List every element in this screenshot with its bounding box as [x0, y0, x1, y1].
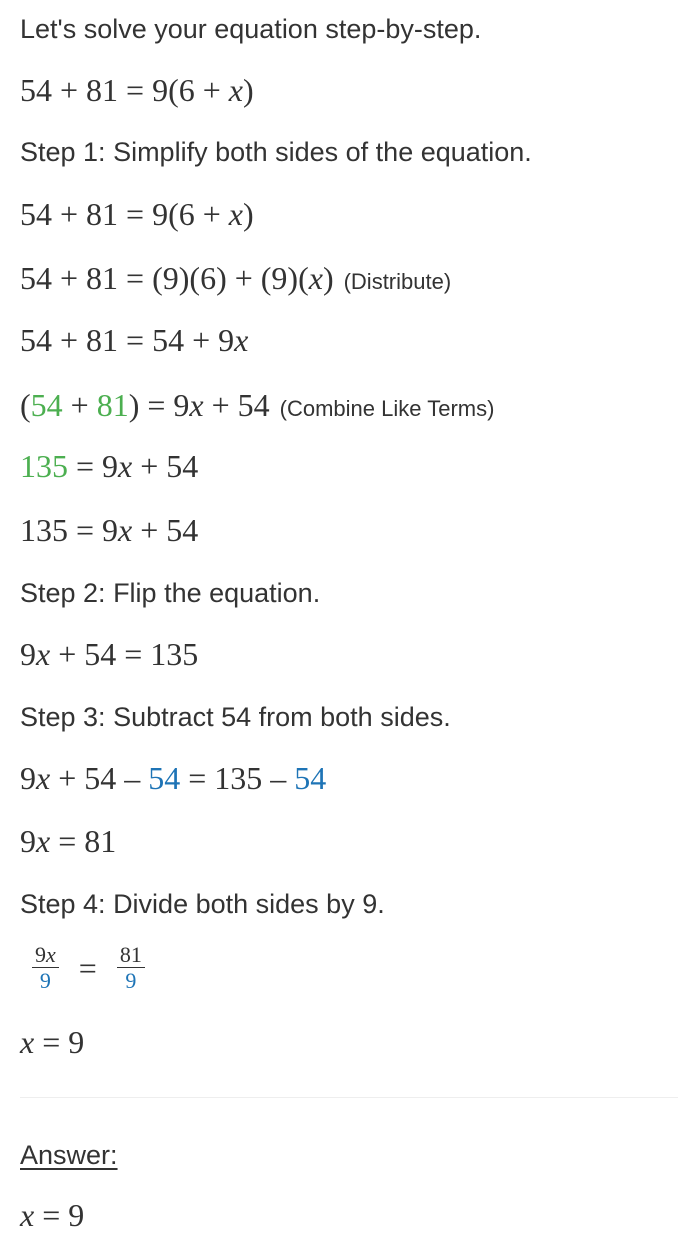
equation-part: ) — [243, 72, 254, 108]
subtracted-term-right: 54 — [294, 760, 327, 796]
answer-label: Answer: — [20, 1140, 118, 1170]
step2-heading: Step 2: Flip the equation. — [20, 578, 321, 608]
step1-line4 — [20, 387, 494, 427]
variable: x — [36, 760, 51, 796]
variable: x — [228, 72, 243, 108]
subtracted-term-left: 54 — [148, 760, 181, 796]
equation-part: 135 = 9 — [20, 512, 119, 548]
step3-line1 — [20, 760, 326, 796]
fraction-right-denominator: 9 — [125, 968, 137, 993]
step1-line1 — [20, 196, 254, 232]
variable: x — [36, 823, 51, 859]
intro-text: Let's solve your equation step-by-step. — [20, 14, 482, 44]
step4-fraction-equation — [32, 944, 145, 992]
step1-heading: Step 1: Simplify both sides of the equation. — [20, 137, 532, 167]
equation-part: + 54 = 135 — [50, 636, 199, 672]
equation-part: = 9 — [34, 1024, 85, 1060]
step1-line6 — [20, 512, 198, 548]
original-equation — [20, 72, 254, 108]
variable: x — [36, 636, 51, 672]
equation-part: + 54 – — [50, 760, 149, 796]
variable: x — [118, 512, 133, 548]
equation-part: = 9 — [68, 448, 119, 484]
equation-part: ) = 9 — [128, 387, 190, 423]
equation-part: 9 — [20, 636, 36, 672]
fraction-right — [117, 944, 145, 992]
equation-part: = 9 — [34, 1197, 85, 1233]
combined-value: 135 — [20, 448, 68, 484]
variable: x — [118, 448, 133, 484]
fraction-left — [32, 944, 59, 992]
combine-term-b: 81 — [96, 387, 129, 423]
equation-part: + 54 — [132, 512, 199, 548]
equation-part: + 54 — [203, 387, 270, 423]
step4-heading: Step 4: Divide both sides by 9. — [20, 889, 385, 919]
equation-part: 54 + 81 = (9)(6) + (9)( — [20, 260, 309, 296]
equation-part: = 135 – — [180, 760, 295, 796]
variable: x — [20, 1197, 35, 1233]
equation-part: 9 — [20, 823, 36, 859]
step4-result — [20, 1024, 84, 1060]
equation-part: ( — [20, 387, 31, 423]
equation-part: 54 + 81 = 54 + 9 — [20, 322, 235, 358]
step2-line1 — [20, 636, 198, 672]
equation-part: ) — [243, 196, 254, 232]
step1-line5 — [20, 448, 198, 484]
equation-part: + 54 — [132, 448, 199, 484]
variable: x — [228, 196, 243, 232]
variable: x — [20, 1024, 35, 1060]
step1-line3 — [20, 322, 248, 358]
equation-part: ) — [322, 260, 334, 296]
variable: x — [234, 322, 249, 358]
equation-part: + — [62, 387, 97, 423]
step1-line2 — [20, 260, 451, 300]
equals-sign: = — [78, 949, 97, 986]
step3-heading: Step 3: Subtract 54 from both sides. — [20, 702, 451, 732]
fraction-right-numerator: 81 — [117, 944, 145, 968]
answer-value — [20, 1197, 84, 1233]
numerator-coefficient: 9 — [35, 942, 46, 967]
equation-part: 54 + 81 = 9(6 + — [20, 196, 229, 232]
section-divider — [20, 1097, 678, 1098]
step3-line2 — [20, 823, 116, 859]
equation-part: = 81 — [50, 823, 117, 859]
combine-term-a: 54 — [30, 387, 63, 423]
equation-part: 54 + 81 = 9(6 + — [20, 72, 229, 108]
fraction-left-denominator: 9 — [39, 968, 51, 993]
variable: x — [189, 387, 204, 423]
distribute-note: (Distribute) — [343, 269, 452, 294]
combine-note: (Combine Like Terms) — [279, 396, 495, 421]
variable: x — [308, 260, 323, 296]
fraction-left-numerator — [32, 944, 59, 968]
variable: x — [46, 942, 56, 967]
equation-part: 9 — [20, 760, 36, 796]
